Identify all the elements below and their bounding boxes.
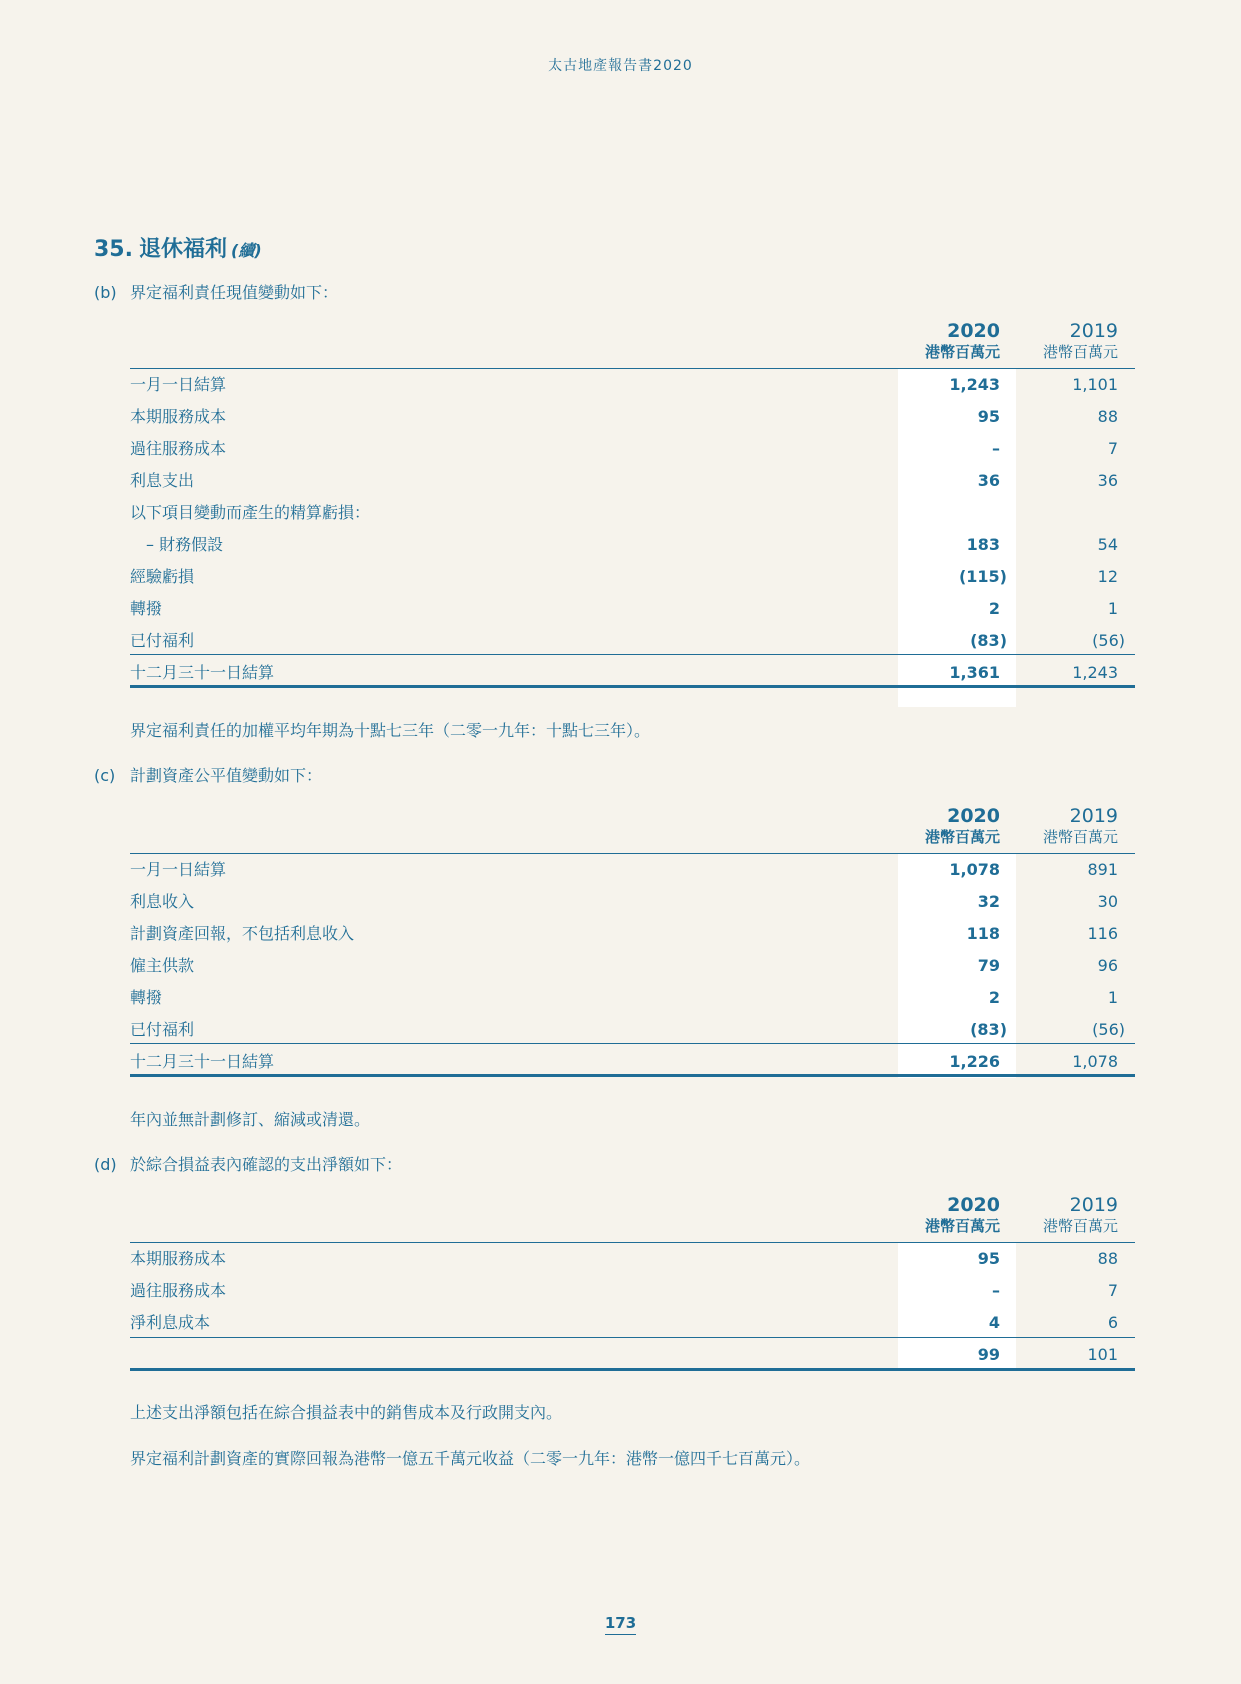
part-d-label: (d): [94, 1155, 117, 1174]
table-row: [130, 401, 1135, 433]
col-2019-unit: 港幣百萬元: [1042, 1217, 1118, 1235]
value-2020: (83): [970, 631, 1007, 650]
value-2020: 36: [977, 471, 1000, 490]
value-2019: 1: [1107, 599, 1118, 618]
value-2019: (56): [1092, 631, 1125, 650]
value-2019: 12: [1097, 567, 1118, 586]
value-2019: 116: [1087, 924, 1118, 943]
value-2020: 99: [977, 1345, 1000, 1364]
value-2020: 118: [966, 924, 1000, 943]
value-2020: 1,078: [949, 860, 1000, 879]
value-2020: (115): [958, 567, 1007, 586]
value-2020: 79: [977, 956, 1000, 975]
row-label: 以下項目變動而產生的精算虧損：: [130, 503, 371, 522]
part-b-heading: [94, 280, 338, 303]
col-2019-unit: 港幣百萬元: [1042, 343, 1118, 361]
row-label: 轉撥: [130, 599, 163, 618]
row-label: 僱主供款: [130, 956, 195, 975]
table-row: [130, 433, 1135, 465]
value-2019: 7: [1107, 1281, 1118, 1300]
row-label: 計劃資產回報，不包括利息收入: [130, 924, 355, 943]
report-header: 太古地產報告書2020: [548, 58, 693, 74]
col-2020-unit: 港幣百萬元: [924, 828, 1000, 846]
value-2020: 2: [988, 599, 1000, 618]
section-continued: (續): [231, 241, 262, 260]
row-label: – 財務假設: [146, 535, 224, 554]
value-2019: 1,243: [1072, 663, 1118, 682]
value-2020: 183: [966, 535, 1000, 554]
value-2019: 88: [1097, 1249, 1118, 1268]
value-2020: 1,226: [949, 1052, 1000, 1071]
col-2019-unit: 港幣百萬元: [1042, 828, 1118, 846]
part-d-note-2: 界定福利計劃資產的實際回報為港幣一億五千萬元收益（二零一九年：港幣一億四千七百萬元）。: [130, 1449, 811, 1468]
row-label: 轉撥: [130, 988, 163, 1007]
value-2020: 95: [977, 407, 1000, 426]
col-2019-year: 2019: [1069, 320, 1118, 342]
part-c-title: 計劃資產公平值變動如下：: [130, 766, 323, 785]
value-2019: 101: [1087, 1345, 1118, 1364]
table-row: [130, 529, 1135, 561]
value-2020: 1,361: [949, 663, 1000, 682]
table-row: [130, 369, 1135, 401]
value-2019: 54: [1097, 535, 1118, 554]
row-label: 已付福利: [130, 631, 195, 650]
row-label: 經驗虧損: [130, 567, 195, 586]
table-row: [130, 854, 1135, 886]
col-2019-year: 2019: [1069, 805, 1118, 827]
value-2019: 7: [1107, 439, 1118, 458]
value-2019: 30: [1097, 892, 1118, 911]
value-2020: 2: [988, 988, 1000, 1007]
value-2020: 95: [977, 1249, 1000, 1268]
col-2020-year: 2020: [947, 320, 1000, 342]
value-2020: 1,243: [949, 375, 1000, 394]
col-2019-year: 2019: [1069, 1194, 1118, 1216]
table-row: [130, 1014, 1135, 1046]
col-2020-unit: 港幣百萬元: [924, 1217, 1000, 1235]
table-row: [130, 950, 1135, 982]
row-label: 過往服務成本: [130, 1281, 227, 1300]
value-2019: 891: [1087, 860, 1118, 879]
value-2019: 1: [1107, 988, 1118, 1007]
row-label: 利息支出: [130, 471, 195, 490]
row-label: 已付福利: [130, 1020, 195, 1039]
row-label: 十二月三十一日結算: [130, 1052, 275, 1071]
section-title: [94, 232, 262, 263]
table-row: [130, 1243, 1135, 1275]
table-row: [130, 982, 1135, 1014]
table-row: [130, 593, 1135, 625]
section-number: 35.: [94, 237, 133, 262]
part-c-label: (c): [94, 766, 116, 785]
col-2020-unit: 港幣百萬元: [924, 343, 1000, 361]
value-2020: 4: [988, 1313, 1000, 1332]
row-label: 利息收入: [130, 892, 195, 911]
table-row: [130, 465, 1135, 497]
part-c-note: 年內並無計劃修訂、縮減或清還。: [130, 1110, 371, 1129]
value-2020: –: [992, 1281, 1000, 1300]
col-2020-year: 2020: [947, 1194, 1000, 1216]
value-2019: 88: [1097, 407, 1118, 426]
value-2019: 96: [1097, 956, 1118, 975]
row-label: 一月一日結算: [130, 860, 227, 879]
value-2019: (56): [1092, 1020, 1125, 1039]
row-label: 過往服務成本: [130, 439, 227, 458]
table-row: [130, 561, 1135, 593]
value-2020: 32: [977, 892, 1000, 911]
row-label: 十二月三十一日結算: [130, 663, 275, 682]
row-label: 一月一日結算: [130, 375, 227, 394]
part-d-note-1: 上述支出淨額包括在綜合損益表中的銷售成本及行政開支內。: [130, 1403, 563, 1422]
table-row: [130, 1339, 1135, 1371]
part-d-title: 於綜合損益表內確認的支出淨額如下：: [130, 1155, 403, 1174]
part-d-heading: [94, 1152, 402, 1175]
table-row: [130, 886, 1135, 918]
value-2019: 1,078: [1072, 1052, 1118, 1071]
part-b-note: 界定福利責任的加權平均年期為十點七三年（二零一九年：十點七三年）。: [130, 721, 651, 740]
row-label: 本期服務成本: [130, 407, 227, 426]
value-2019: 36: [1097, 471, 1118, 490]
col-2020-year: 2020: [947, 805, 1000, 827]
value-2019: 1,101: [1072, 375, 1118, 394]
table-row: [130, 1307, 1135, 1339]
table-row: [130, 625, 1135, 657]
page-number: 173: [0, 1614, 1241, 1632]
row-label: 淨利息成本: [130, 1313, 211, 1332]
part-b-title: 界定福利責任現值變動如下：: [130, 283, 339, 302]
part-c-heading: [94, 763, 322, 786]
table-row: [130, 918, 1135, 950]
table-row: [130, 497, 1135, 529]
section-name: 退休福利: [138, 237, 227, 262]
table-row: [130, 1275, 1135, 1307]
value-2020: (83): [970, 1020, 1007, 1039]
value-2019: 6: [1107, 1313, 1118, 1332]
value-2020: –: [992, 439, 1000, 458]
row-label: 本期服務成本: [130, 1249, 227, 1268]
part-b-label: (b): [94, 283, 117, 302]
